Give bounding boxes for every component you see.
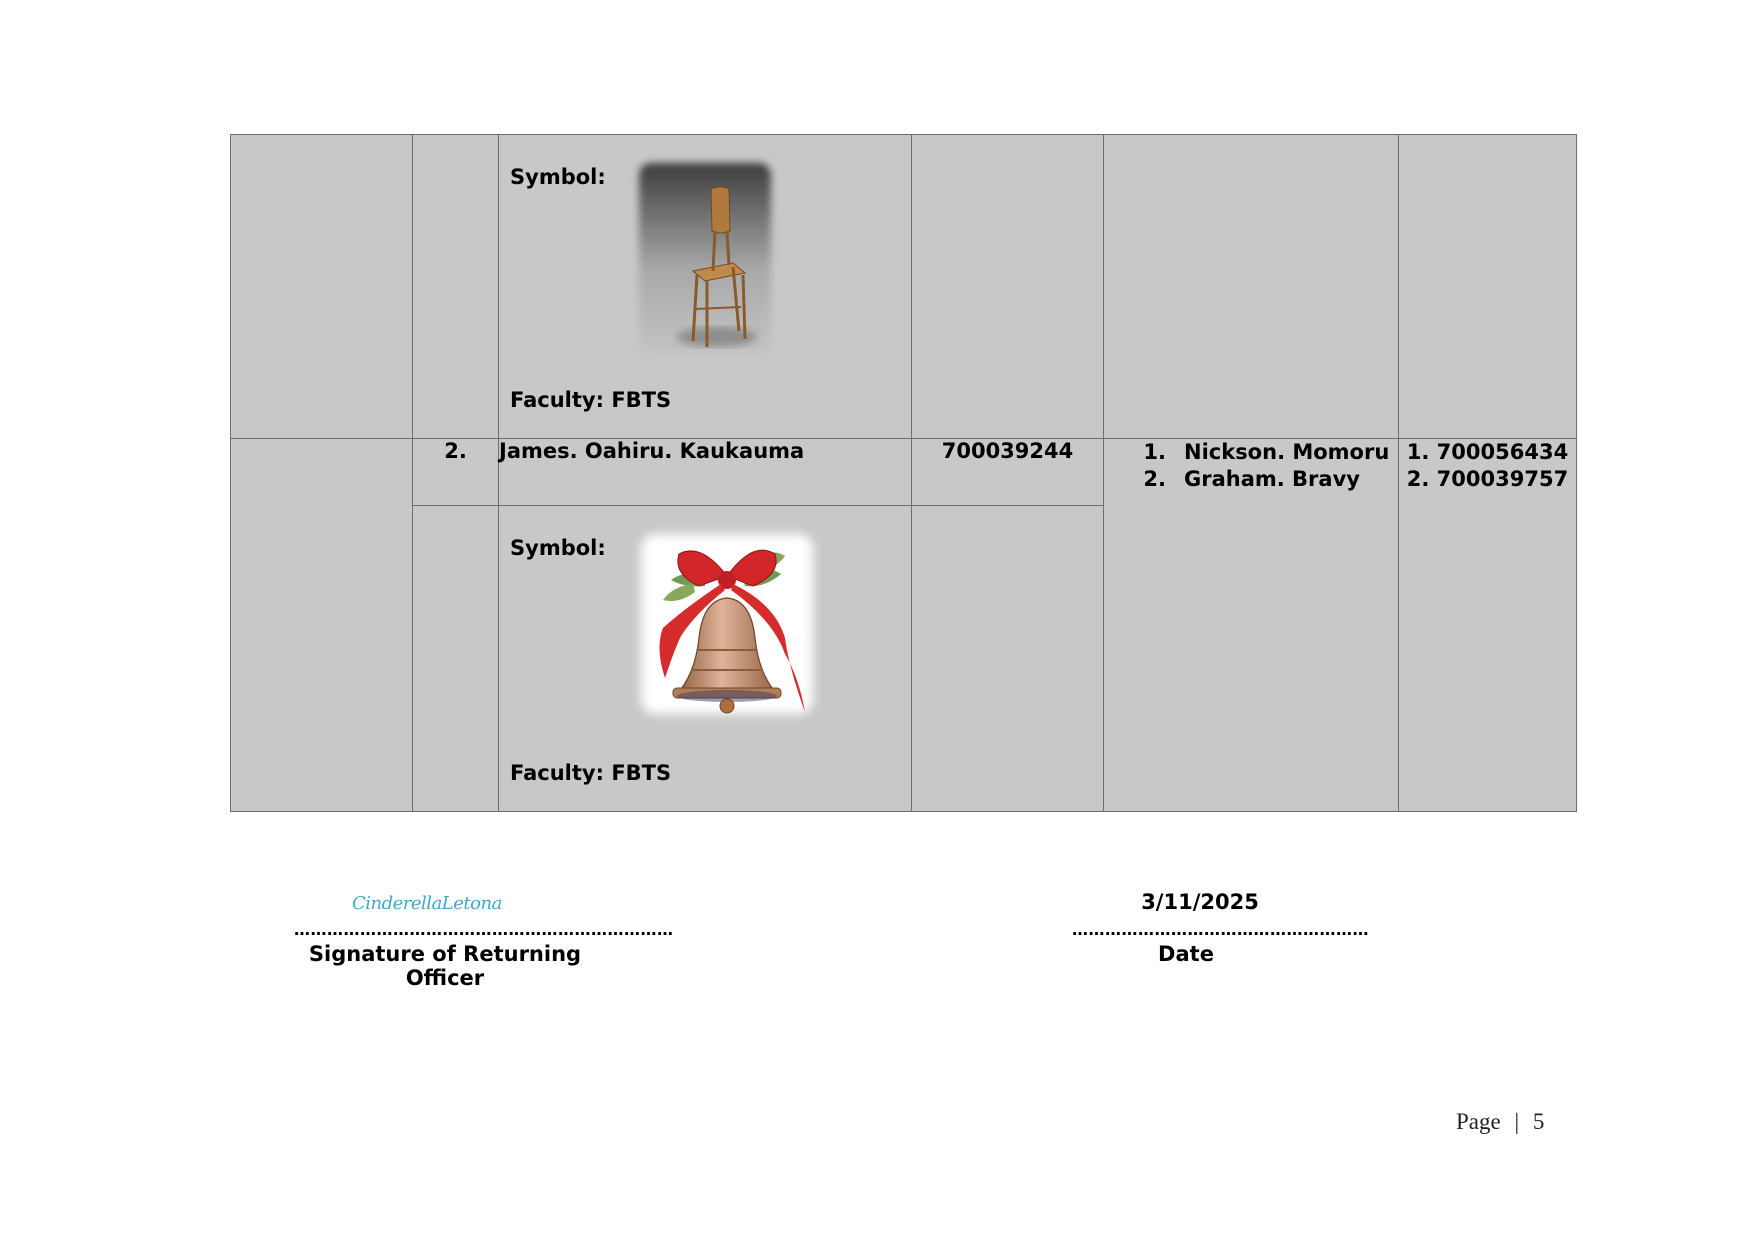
table-cell <box>231 439 413 812</box>
bell-icon <box>635 528 819 720</box>
date-label: Date <box>1158 942 1214 966</box>
proposer-name: Nickson. Momoru <box>1184 440 1390 464</box>
page-number-value: 5 <box>1532 1109 1545 1134</box>
list-item <box>1104 466 1398 493</box>
proposers-list <box>1104 439 1399 812</box>
chair-icon <box>635 159 775 359</box>
list-item <box>1104 439 1398 466</box>
table-row <box>231 135 1577 439</box>
symbol-label: Symbol: <box>510 536 606 560</box>
proposer-id: 1. 700056434 <box>1406 440 1569 464</box>
proposer-ids <box>1399 439 1577 812</box>
table-cell <box>1104 135 1399 439</box>
table-cell <box>1399 135 1577 439</box>
proposer-name: Graham. Bravy <box>1184 467 1360 491</box>
handwritten-signature: CinderellaLetona <box>352 893 502 914</box>
table-cell <box>231 135 413 439</box>
table-cell <box>912 135 1104 439</box>
date-line: ……………………………………………… <box>1072 920 1369 939</box>
signature-label: Signature of Returning Officer <box>308 942 582 990</box>
faculty-label: Faculty: FBTS <box>510 388 672 412</box>
table-cell <box>413 506 499 812</box>
symbol-cell <box>499 135 912 439</box>
table-row <box>231 439 1577 506</box>
proposer-id: 2. 700039757 <box>1406 467 1569 491</box>
date-value: 3/11/2025 <box>1141 890 1259 914</box>
candidate-id: 700039244 <box>912 439 1104 506</box>
page-separator: | <box>1514 1109 1520 1134</box>
table-cell <box>912 506 1104 812</box>
proposer-number: 1. <box>1143 440 1166 464</box>
page-number <box>1456 1109 1544 1135</box>
candidate-number: 2. <box>413 439 499 506</box>
page-label: Page <box>1456 1109 1501 1134</box>
table-cell <box>413 135 499 439</box>
symbol-label: Symbol: <box>510 165 606 189</box>
signature-line: …………………………………………………………… <box>294 920 674 939</box>
candidate-name: James. Oahiru. Kaukauma <box>499 439 912 506</box>
proposer-number: 2. <box>1143 467 1166 491</box>
candidates-table <box>230 134 1577 812</box>
faculty-label: Faculty: FBTS <box>510 761 672 785</box>
symbol-cell <box>499 506 912 812</box>
